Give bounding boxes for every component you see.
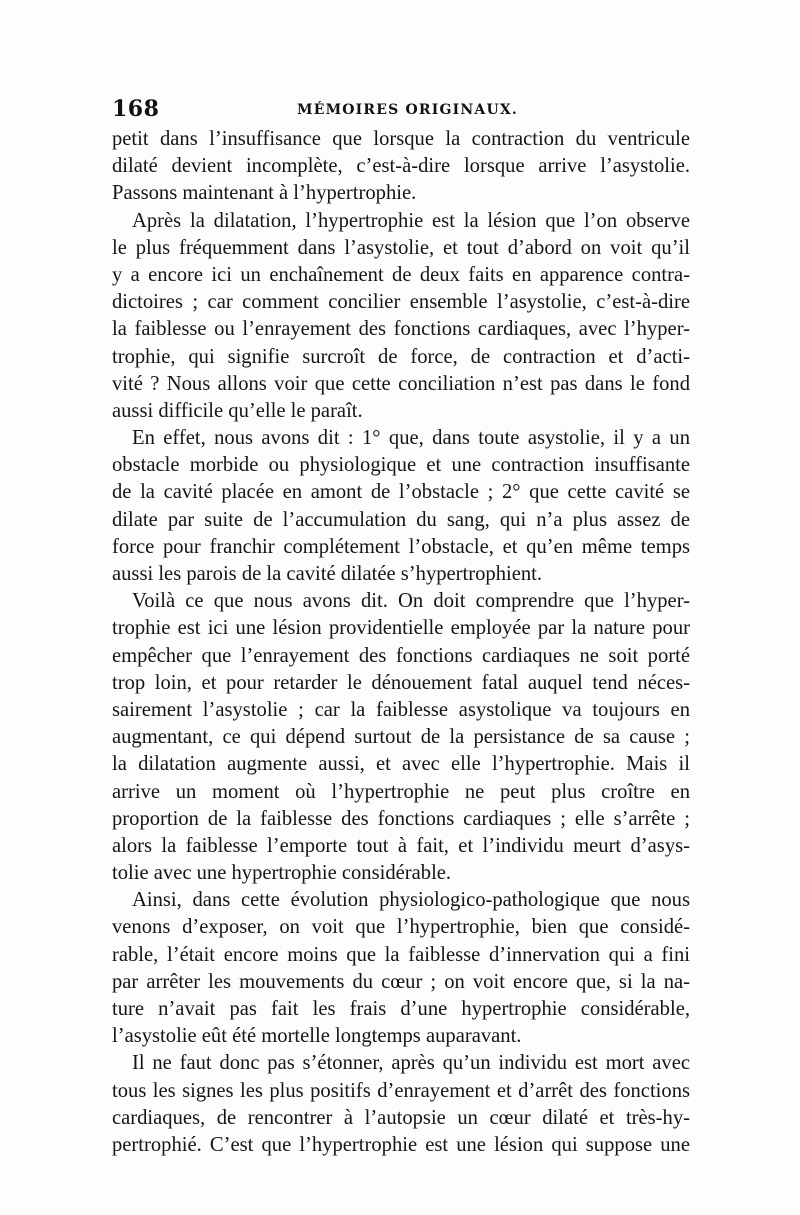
text-line: empêcher que l’enrayement des fonctions cardiaques ne soit porté <box>112 644 690 667</box>
body-text <box>112 126 690 1159</box>
text-line: alors la faiblesse l’emporte tout à fait, et l’individu meurt d’asys- <box>112 834 690 857</box>
text-line: Ainsi, dans cette évolution physiologico-pathologique que nous <box>132 889 690 912</box>
text-line: Après la dilatation, l’hypertrophie est la lésion que l’on observe <box>132 209 690 232</box>
text-line: obstacle morbide ou physiologique et une contraction insuffisante <box>112 454 690 477</box>
page-number: 168 <box>112 96 160 122</box>
text-line: la faiblesse ou l’enrayement des fonctions cardiaques, avec l’hyper- <box>112 318 690 341</box>
text-line: Il ne faut donc pas s’étonner, après qu’un individu est mort avec <box>132 1052 690 1075</box>
text-line: sairement l’asystolie ; car la faiblesse asystolique va toujours en <box>112 698 690 721</box>
text-line: augmentant, ce qui dépend surtout de la persistance de sa cause ; <box>112 726 690 749</box>
text-line: de la cavité placée en amont de l’obstacle ; 2° que cette cavité se <box>112 481 690 504</box>
text-line: dictoires ; car comment concilier ensemble l’asystolie, c’est-à-dire <box>112 291 690 314</box>
text-line: aussi difficile qu’elle le paraît. <box>112 399 363 422</box>
text-line: trophie, qui signifie surcroît de force, de contraction et d’acti- <box>112 345 690 368</box>
text-line: rable, l’était encore moins que la faiblesse d’innervation qui a fini <box>112 943 690 966</box>
text-line: En effet, nous avons dit : 1° que, dans toute asystolie, il y a un <box>132 427 690 450</box>
text-line: proportion de la faiblesse des fonctions cardiaques ; elle s’arrête ; <box>112 807 690 830</box>
text-line: trophie est ici une lésion providentielle employée par la nature pour <box>112 617 690 640</box>
text-line: dilaté devient incomplète, c’est-à-dire lorsque arrive l’asystolie. <box>112 155 690 178</box>
text-line: trop loin, et pour retarder le dénouement fatal auquel tend néces- <box>112 671 690 694</box>
text-line: force pour franchir complétement l’obstacle, et qu’en même temps <box>112 535 690 558</box>
text-line: aussi les parois de la cavité dilatée s’hypertrophient. <box>112 563 543 585</box>
text-line: ture n’avait pas fait les frais d’une hypertrophie considérable, <box>112 998 690 1020</box>
text-line: y a encore ici un enchaînement de deux faits en apparence contra- <box>112 263 690 286</box>
text-line: la dilatation augmente aussi, et avec elle l’hypertrophie. Mais il <box>112 753 690 776</box>
text-line: petit dans l’insuffisance que lorsque la contraction du ventricule <box>112 128 690 150</box>
text-line: dilate par suite de l’accumulation du sang, qui n’a plus assez de <box>112 508 690 531</box>
text-line: pertrophié. C’est que l’hypertrophie est une lésion qui suppose une <box>112 1133 690 1156</box>
text-line: le plus fréquemment dans l’asystolie, et tout d’abord on voit qu’il <box>112 236 690 259</box>
text-line: vité ? Nous allons voir que cette conciliation n’est pas dans le fond <box>112 372 690 395</box>
text-line: arrive un moment où l’hypertrophie ne peut plus croître en <box>112 780 690 803</box>
text-line: venons d’exposer, on voit que l’hypertrophie, bien que considé- <box>112 916 690 939</box>
running-head: MÉMOIRES ORIGINAUX. <box>297 102 518 118</box>
text-line: tolie avec une hypertrophie considérable. <box>112 862 452 885</box>
text-line: tous les signes les plus positifs d’enrayement et d’arrêt des fonctions <box>112 1079 690 1102</box>
text-line: Passons maintenant à l’hypertrophie. <box>112 182 417 205</box>
text-line: Voilà ce que nous avons dit. On doit comprendre que l’hyper- <box>132 590 690 613</box>
text-line: cardiaques, de rencontrer à l’autopsie un cœur dilaté et très-hy- <box>112 1106 690 1129</box>
text-line: l’asystolie eût été mortelle longtemps auparavant. <box>112 1025 522 1048</box>
page-header <box>112 96 692 126</box>
text-line: par arrêter les mouvements du cœur ; on voit encore que, si la na- <box>112 970 690 993</box>
